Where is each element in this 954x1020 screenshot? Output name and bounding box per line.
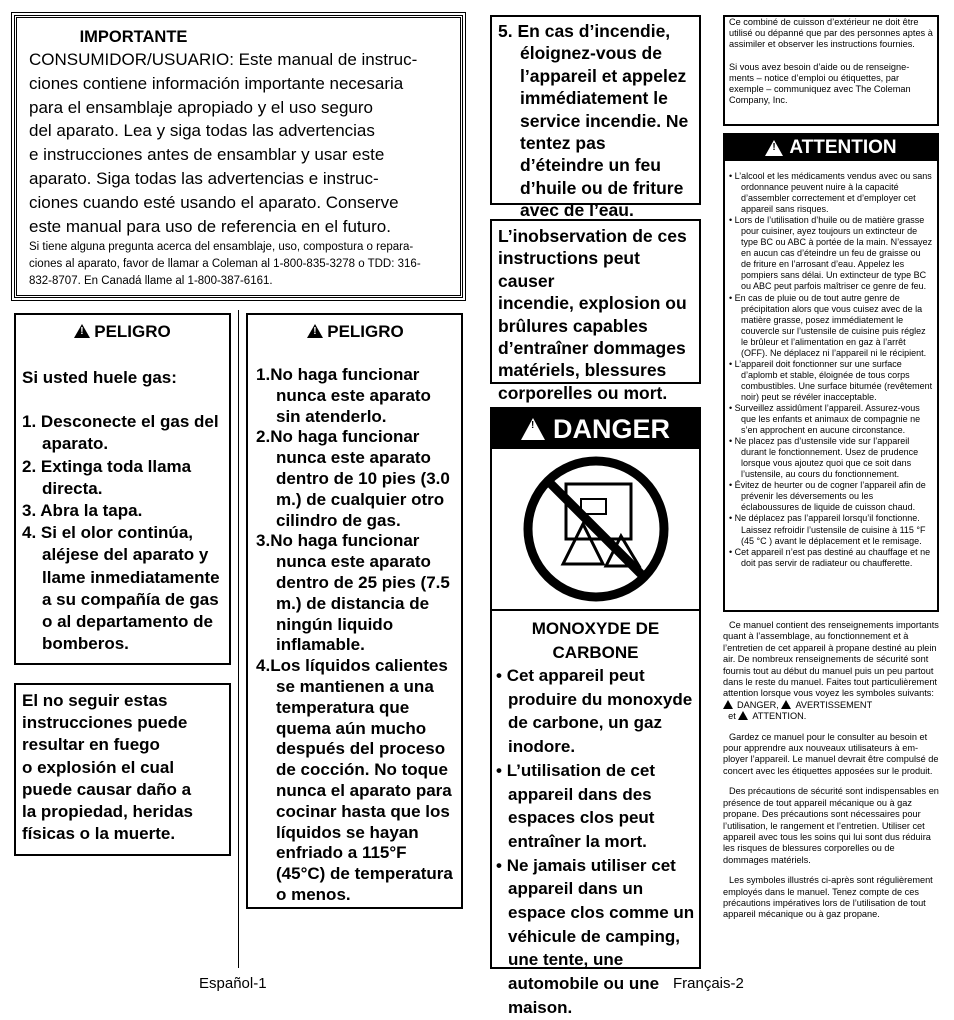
importante-title: IMPORTANTE	[79, 28, 188, 46]
list-item: • En cas de pluie ou de tout autre genre de précipitation alors que vous cuisez avec de la matière grasse, posez immédiatement le couvercle sur l’ustensile de cuisine puis réglez le brûleur et l’alimentation en gaz à l’arrêt (OFF). Ne déplacez ni l’appareil ni le récipient.	[729, 292, 927, 358]
list-item: • L’appareil doit fonctionner sur une surface d’aplomb et stable, éloignée de tous corps combustibles. Une surface bitumée (revêtement noir) peut se révéler inacceptable.	[729, 358, 933, 402]
list-item: 5. En cas d’incendie, éloignez-vous de l’appareil et appelez immédiatement le service incendie. Ne tentez pas d’éteindre un feu d’huile ou de friture avec de l’eau.	[498, 21, 689, 221]
peligro-operation-list	[256, 365, 455, 906]
danger-title: DANGER	[552, 413, 670, 444]
footer-page-left: Español-1	[199, 975, 267, 992]
column-divider	[238, 310, 239, 968]
manual-para-1: Ce manuel contient des renseignements importants quant à l’assemblage, au fonctionnement et à l’entretien de cet appareil à propane destiné au plein air. De nombreux renseignements de sécurité sont fournis tout au début du manuel puis un peu partout dans le reste du manuel. Faites tout particulièrement attention lorsque vous voyez les symboles suivants: !DANGER, ! AVERTISSEMENT et ! ATTENTION.	[723, 620, 941, 723]
list-item: 4.Los líquidos calientes se mantienen a una temperatura que quema aún mucho después del proceso de cocción. No toque nunca el aparato para cocinar hasta que los líquidos se hayan enfriado a 115°F (45°C) de temperatura o menos.	[256, 656, 453, 904]
list-item: 2.No haga funcionar nunca este aparato dentro de 10 pies (3.0 m.) de cualquier otro cilindro de gas.	[256, 427, 450, 530]
incendie-list	[498, 20, 693, 222]
list-item: • L’alcool et les médicaments vendus avec ou sans ordonnance peuvent nuire à la capacité d’assembler correctement et d’employer cet appareil sans risques.	[729, 171, 932, 215]
list-item: • Surveillez assidûment l’appareil. Assurez-vous que les enfants et animaux de compagnie ne s’en approchent en aucune circonstance.	[729, 402, 921, 436]
list-item: 2. Extinga toda llama directa.	[22, 456, 192, 498]
danger-symbol-icon	[723, 700, 733, 709]
attention-title: ATTENTION	[789, 137, 897, 158]
list-item: 1. Desconecte el gas del aparato.	[22, 412, 219, 454]
warning-triangle-icon	[765, 140, 783, 156]
manual-para-2: Gardez ce manuel pour le consulter au besoin et pour apprendre aux nouveaux utilisateurs à em-ployer l’appareil. Le manuel devrait être compulsé de concert avec les étiquettes apposées sur le produit.	[723, 731, 939, 776]
warning-triangle-icon	[521, 418, 545, 440]
peligro-box-gas	[14, 313, 231, 665]
danger-subtitle: MONOXYDE DE CARBONE	[531, 619, 660, 662]
attention-header	[725, 135, 937, 161]
footer-page-right: Français-2	[673, 975, 744, 992]
noseguir-box: El no seguir estas instrucciones puede resultar en fuego o explosión el cual puede causar daño a la propiedad, heridas físicas o la muerte.	[14, 683, 231, 856]
peligro-gas-list	[22, 411, 223, 655]
danger-box	[490, 407, 701, 1017]
incendie-box	[490, 15, 701, 221]
list-item: 4. Si el olor continúa, aléjese del aparato y llame inmediatamente a su compañía de gas o al departamento de bomberos.	[22, 523, 220, 654]
attention-box	[723, 133, 939, 612]
manual-para-3: Des précautions de sécurité sont indispensables en présence de tout appareil mécanique ou à gaz propane. Des précautions sont nécessaires pour l’utilisation, le rangement et l’entretien. Utiliser cet appareil avec tous les soins qui lui sont dus réduira les risques de blessures corporelles ou de dommages matériels.	[723, 786, 939, 865]
list-item: • Lors de l’utilisation d’huile ou de matière grasse pour cuisiner, ayez toujours un extincteur de type BC ou ABC à portée de la main. N’essayez en aucun cas d’éteindre un feu de graisse ou de friture en l’arrosant d’eau. Appelez les pompiers sans délai. Un extincteur de type BC ou ABC peut parfois maîtriser ce genre de feu.	[729, 215, 933, 292]
manual-text	[723, 620, 941, 921]
importante-body: CONSUMIDOR/USUARIO: Este manual de instruc- ciones contiene información importante necesaria para el ensamblaje apropiado y el uso seguro del aparato. Lea y siga todas las advertencias e instrucciones antes de ensamblar y usar este aparato. Siga todas las advertencias e instruc- ciones cuando esté usando el aparato. Conserve este manual para uso de referencia en el futuro.	[29, 50, 418, 236]
inobservation-box: L’inobservation de ces instructions peut causer incendie, explosion ou brûlures capables d’entraîner dommages matériels, blessures corporelles ou mort.	[490, 219, 701, 384]
list-item: • L’utilisation de cet appareil dans des espaces clos peut entraîner la mort.	[496, 760, 655, 851]
peligro-box-operation	[246, 313, 463, 909]
peligro-header	[256, 321, 455, 343]
list-item: • Ne jamais utiliser cet appareil dans un espace clos comme un véhicule de camping, une tente, une automobile ou une maison.	[496, 855, 695, 1017]
notice-para-2: Si vous avez besoin d’aide ou de renseigne- ments – notice d’emploi ou étiquettes, par exemple – communiquez avec The Coleman Company, Inc.	[729, 61, 911, 106]
notice-para-1: Ce combiné de cuisson d’extérieur ne doit être utilisé ou dépanné que par des personnes aptes à assimiler et observer les instructions fournies.	[729, 17, 933, 50]
attention-bullets	[725, 161, 937, 569]
importante-contact: Si tiene alguna pregunta acerca del ensamblaje, uso, compostura o repara- ciones al aparato, favor de llamar a Coleman al 1-800-835-3278 o TDD: 316- 832-8707. En Canadá llame al 1-800-387-6161.	[29, 241, 421, 288]
peligro-title: PELIGRO	[94, 322, 171, 341]
peligro-title: PELIGRO	[327, 322, 404, 341]
list-item: 3.No haga funcionar nunca este aparato dentro de 25 pies (7.5 m.) de distancia de ningún liquido inflamable.	[256, 531, 450, 655]
right-notice-box	[723, 15, 939, 126]
list-item: • Cet appareil peut produire du monoxyde de carbone, un gaz inodore.	[496, 666, 693, 757]
list-item: • Ne déplacez pas l’appareil lorsqu’il fonctionne. Laissez refroidir l’ustensile de cuisine à 115 °F (45 °C ) avant le déplacement et le remisage.	[729, 513, 926, 546]
warning-triangle-icon	[74, 324, 90, 338]
avertissement-symbol-icon	[781, 700, 791, 709]
attention-symbol-icon	[738, 711, 748, 720]
no-tent-camper-icon	[492, 449, 699, 611]
list-item: 1.No haga funcionar nunca este aparato sin atenderlo.	[256, 365, 431, 426]
warning-triangle-icon	[307, 324, 323, 338]
list-item: • Évitez de heurter ou de cogner l’appareil afin de prévenir les déversements ou les éclaboussures de liquide de cuisson chaud.	[729, 480, 926, 513]
list-item: • Cet appareil n’est pas destiné au chauffage et ne doit pas servir de radiateur ou chaufferette.	[729, 546, 931, 568]
manual-para-4: Les symboles illustrés ci-après sont régulièrement employés dans le manuel. Tenez compte de ces précautions impératives lors de l’utilisation de tout appareil mécanique ou à gaz propane.	[723, 875, 933, 920]
importante-box	[14, 15, 463, 298]
peligro-intro: Si usted huele gas:	[22, 368, 177, 387]
list-item: 3. Abra la tapa.	[22, 501, 143, 521]
danger-bullets	[492, 664, 699, 1020]
peligro-header	[22, 321, 223, 343]
list-item: • Ne placez pas d’ustensile vide sur l’appareil durant le fonctionnement. Usez de prudence lorsque vous ajoutez quoi que ce soit dans l’ustensile, au cours du fonctionnement.	[729, 436, 919, 480]
danger-header	[492, 409, 699, 449]
